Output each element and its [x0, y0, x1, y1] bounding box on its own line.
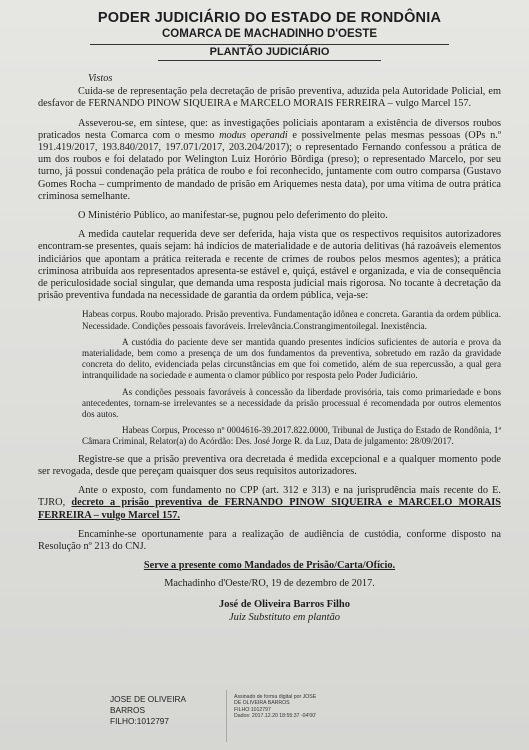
- place-date: Machadinho d'Oeste/RO, 19 de dezembro de 2017.: [164, 578, 375, 590]
- section-title: PLANTÃO JUDICIÁRIO: [209, 46, 330, 58]
- citation-ementa: Habeas corpus. Roubo majorado. Prisão preventiva. Fundamentação idônea e concreta. Garantia da ordem pública. Necessidade. Condições pessoais favoráveis. Irrelevância.Constrangimentoilegal. Inexistência.: [82, 309, 501, 331]
- signature-block: [68, 598, 501, 624]
- jurisprudence-citation: [82, 309, 501, 447]
- paragraph-representation: Cuida-se de representação pela decretação de prisão preventiva, aduzida pela Autoridade Policial, em desfavor de FERNANDO PINOW SIQUEIRA e MARCELO MORAIS FERREIRA – vulgo Marcel 157.: [38, 86, 501, 110]
- stamp-info-line4: Dados: 2017.12.20 18:55:37 -04'00': [234, 713, 317, 720]
- paragraph-custody-hearing: Encaminhe-se oportunamente para a realização de audiência de custódia, conforme disposto na Resolução nº 213 do CNJ.: [38, 528, 501, 552]
- paragraph-exceptional-measure: Registre-se que a prisão preventiva ora decretada é medida excepcional e a qualquer momento pode ser revogada, desde que pereçam quaisquer dos seus requisitos autorizadores.: [38, 453, 501, 477]
- document-header: [38, 10, 501, 61]
- paragraph-reasoning: A medida cautelar requerida deve ser deferida, haja vista que os respectivos requisitos autorizadores encontram-se presentes, quais sejam: há indícios de materialidade e de autoria delitivas (há razoáveis elementos indiciários que apontam a prática reiterada e recente de crimes de roubos pelos mesmos agentes); a prática criminosa atribuída aos representados apresenta-se estável e, quiçá, estável e organizada, e via de consequência de periculosidade social singular, que demanda uma resposta judicial mais rigorosa. No tocante à decretação da prisão preventiva fundada na necessidade de garantia da ordem pública, veja-se:: [38, 229, 501, 302]
- paragraph-decision: [38, 485, 501, 522]
- serve-notice: [38, 560, 501, 572]
- citation-reference: Habeas Corpus, Processo nº 0004616-39.2017.822.0000, Tribunal de Justiça do Estado de Rondônia, 1ª Câmara Criminal, Relator(a) do Acórdão: Des. José Jorge R. da Luz, Data de julgamento: 28/09/2017.: [82, 425, 501, 447]
- court-title: PODER JUDICIÁRIO DO ESTADO DE RONDÔNIA: [97, 10, 442, 26]
- digital-signature-stamp: [110, 686, 440, 746]
- summary-italic: modus operandi: [219, 129, 288, 141]
- citation-personal-conditions: As condições pessoais favoráveis à concessão da liberdade provisória, tais como primariedade e bons antecedentes, tornam-se irrelevantes se a necessidade da prisão processual é recomendada por outros elementos dos autos.: [82, 386, 501, 420]
- stamp-name-line3: FILHO:1012797: [110, 716, 170, 726]
- summary-text-a: Asseverou-se, em síntese, que: as investigações policiais apontaram a existência de diversos roubos praticados nesta Comarca com o mesmo: [38, 117, 501, 141]
- section-underline: [158, 60, 381, 61]
- header-divider: [90, 44, 449, 45]
- stamp-signer-name: [110, 694, 215, 727]
- document-body: [38, 73, 501, 591]
- district-title: COMARCA DE MACHADINHO D'OESTE: [161, 28, 378, 40]
- vistos-label: Vistos: [88, 73, 113, 84]
- paragraph-summary: [38, 118, 501, 203]
- citation-custody: A custódia do paciente deve ser mantida quando presentes indícios suficientes de autoria e prova da materialidade, bem como a presença de um dos fundamentos da preventiva, sobretudo em razão da gravidade concreta do delito, evidenciada pelas circunstâncias em que foi cometido, além de sua repercussão, a qual gera intranquilidade na sociedade e aumenta o clamor público por resposta pelo Poder Judiciário.: [82, 336, 501, 381]
- stamp-name-line2: BARROS: [110, 705, 146, 715]
- stamp-info-line3: FILHO:1012797: [234, 706, 271, 713]
- summary-text-b: e possivelmente pelas mesmas pessoas (OPs n.º 191.419/2017, 193.840/2017, 197.071/2017, 203.204/2017); o representado Fernando confessou a prática de um dos roubos e foi delatado por Welington Luiz Horório Bôrdiga (preso); o representado Marcelo, por seu turno, já possui condenação pela prática de roubo e foi reconhecido, juntamente com outro comparsa (Gustavo Gomes Rocha – cumprimento de mandado de prisão em Ariquemes nesta data), por uma vítima de outra prática criminosa semelhante.: [38, 129, 501, 202]
- judge-name: José de Oliveira Barros Filho: [218, 598, 351, 610]
- paragraph-ministerio-publico: O Ministério Público, ao manifestar-se, pugnou pelo deferimento do pleito.: [78, 210, 388, 222]
- serve-text: Serve a presente como Mandados de Prisão/Carta/Ofício.: [143, 560, 396, 572]
- stamp-name-line1: JOSE DE OLIVEIRA: [110, 694, 187, 704]
- stamp-info-line1: Assinado de forma digital por JOSE: [234, 694, 317, 700]
- stamp-divider: [226, 690, 227, 742]
- decision-text: Ante o exposto, com fundamento no CPP (art. 312 e 313) e na jurisprudência mais recente do E. TJRO,: [38, 485, 501, 509]
- stamp-info: [234, 694, 354, 720]
- stamp-info-line2: DE OLIVEIRA BARROS: [234, 700, 290, 707]
- judge-role: Juiz Substituto em plantão: [228, 611, 341, 623]
- decision-bold: decreto a prisão preventiva de FERNANDO PINOW SIQUEIRA e MARCELO MORAIS FERREIRA – vulgo Marcel 157.: [38, 497, 502, 521]
